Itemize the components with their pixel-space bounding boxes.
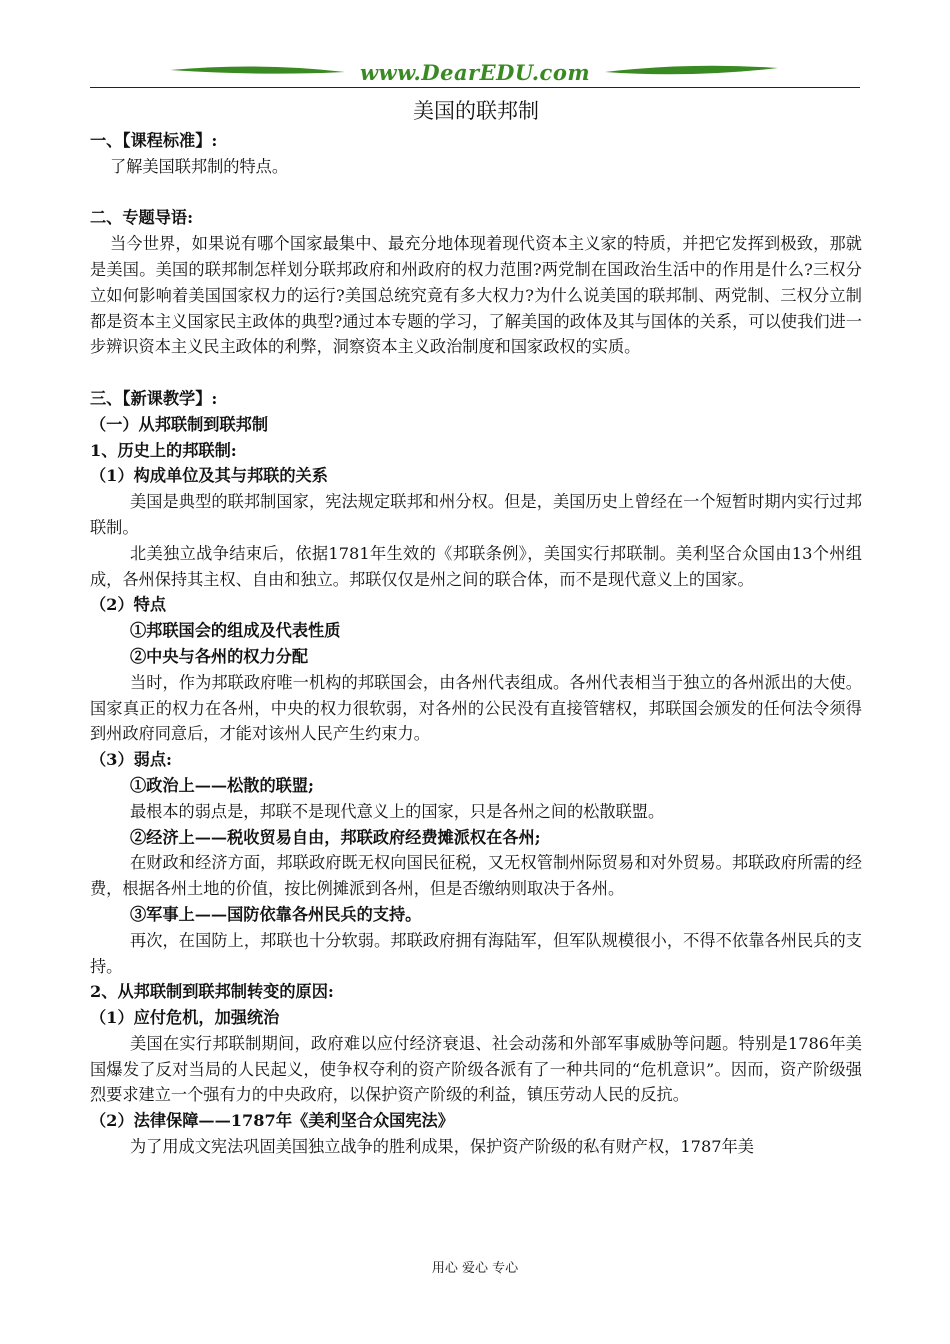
heading-1-1: （1）构成单位及其与邦联的关系 [90, 466, 328, 486]
paragraph: 美国是典型的联邦制国家，宪法规定联邦和州分权。但是，美国历史上曾经在一个短暂时期内实行过邦联制。 [90, 492, 862, 537]
weakness-item: ①政治上——松散的联盟; [130, 775, 315, 795]
feature-item: ②中央与各州的权力分配 [130, 646, 309, 666]
paragraph: 美国在实行邦联制期间，政府难以应付经济衰退、社会动荡和外部军事威胁等问题。特别是1786年美国爆发了反对当局的人民起义，使争权夺利的资产阶级各派有了一种共同的“危机意识”。因而，资产阶级强烈要求建立一个强有力的中央政府，以保护资产阶级的利益，镇压劳动人民的反抗。 [90, 1033, 862, 1105]
paragraph: 当时，作为邦联政府唯一机构的邦联国会，由各州代表组成。各州代表相当于独立的各州派出的大使。国家真正的权力在各州，中央的权力很软弱，对各州的公民没有直接管辖权，邦联国会颁发的任何法令须得到州政府同意后，才能对该州人民产生约束力。 [90, 672, 862, 744]
document-title: 美国的联邦制 [413, 99, 539, 123]
heading-1: 1、历史上的邦联制: [90, 440, 237, 460]
heading-1-3: （3）弱点: [90, 750, 172, 770]
section-2-text: 当今世界，如果说有哪个国家最集中、最充分地体现着现代资本主义家的特质，并把它发挥到极致，那就是美国。美国的联邦制怎样划分联邦政府和州政府的权力范围?两党制在国政治生活中的作用是什么?三权分立如何影响着美国国家权力的运行?美国总统究竟有多大权力?为什么说美国的联邦制、两党制、三权分立制都是资本主义国家民主政体的典型?通过本专题的学习，了解美国的政体及其与国体的关系，可以使我们进一步辨识资本主义民主政体的利弊，洞察资本主义政治制度和国家政权的实质。 [90, 234, 862, 357]
heading-2-2: （2）法律保障——1787年《美利坚合众国宪法》 [90, 1111, 454, 1131]
paragraph: 在财政和经济方面，邦联政府既无权向国民征税，又无权管制州际贸易和对外贸易。邦联政府所需的经费，根据各州土地的价值，按比例摊派到各州，但是否缴纳则取决于各州。 [90, 853, 862, 899]
feature-item: ①邦联国会的组成及代表性质 [130, 621, 341, 641]
paragraph: 再次，在国防上，邦联也十分软弱。邦联政府拥有海陆军，但军队规模很小，不得不依靠各州民兵的支持。 [90, 930, 862, 976]
weakness-item: ②经济上——税收贸易自由，邦联政府经费摊派权在各州; [130, 827, 541, 847]
section-1-text: 了解美国联邦制的特点。 [110, 156, 289, 176]
weakness-item: ③军事上——国防依靠各州民兵的支持。 [130, 904, 422, 924]
site-logo-text: www.DearEDU.com [359, 60, 591, 85]
document-body [90, 96, 862, 1160]
paragraph: 最根本的弱点是，邦联不是现代意义上的国家，只是各州之间的松散联盟。 [130, 801, 665, 821]
heading-1-2: （2）特点 [90, 595, 167, 615]
page-footer: 用心 爱心 专心 [431, 1261, 519, 1276]
section-2-heading: 二、专题导语: [90, 208, 194, 228]
section-3-heading: 三、【新课教学】: [90, 388, 218, 408]
site-header-banner [90, 56, 860, 90]
section-1-heading: 一、【课程标准】: [90, 131, 218, 150]
header-divider [90, 87, 860, 88]
paragraph: 北美独立战争结束后，依据1781年生效的《邦联条例》，美国实行邦联制。美利坚合众国由13个州组成，各州保持其主权、自由和独立。邦联仅仅是州之间的联合体，而不是现代意义上的国家。 [90, 543, 862, 589]
heading-2-1: （1）应付危机，加强统治 [90, 1008, 280, 1028]
paragraph: 为了用成文宪法巩固美国独立战争的胜利成果，保护资产阶级的私有财产权，1787年美 [130, 1137, 754, 1157]
heading-2: 2、从邦联制到联邦制转变的原因: [90, 982, 334, 1002]
subsection-heading: （一）从邦联制到联邦制 [90, 414, 269, 434]
